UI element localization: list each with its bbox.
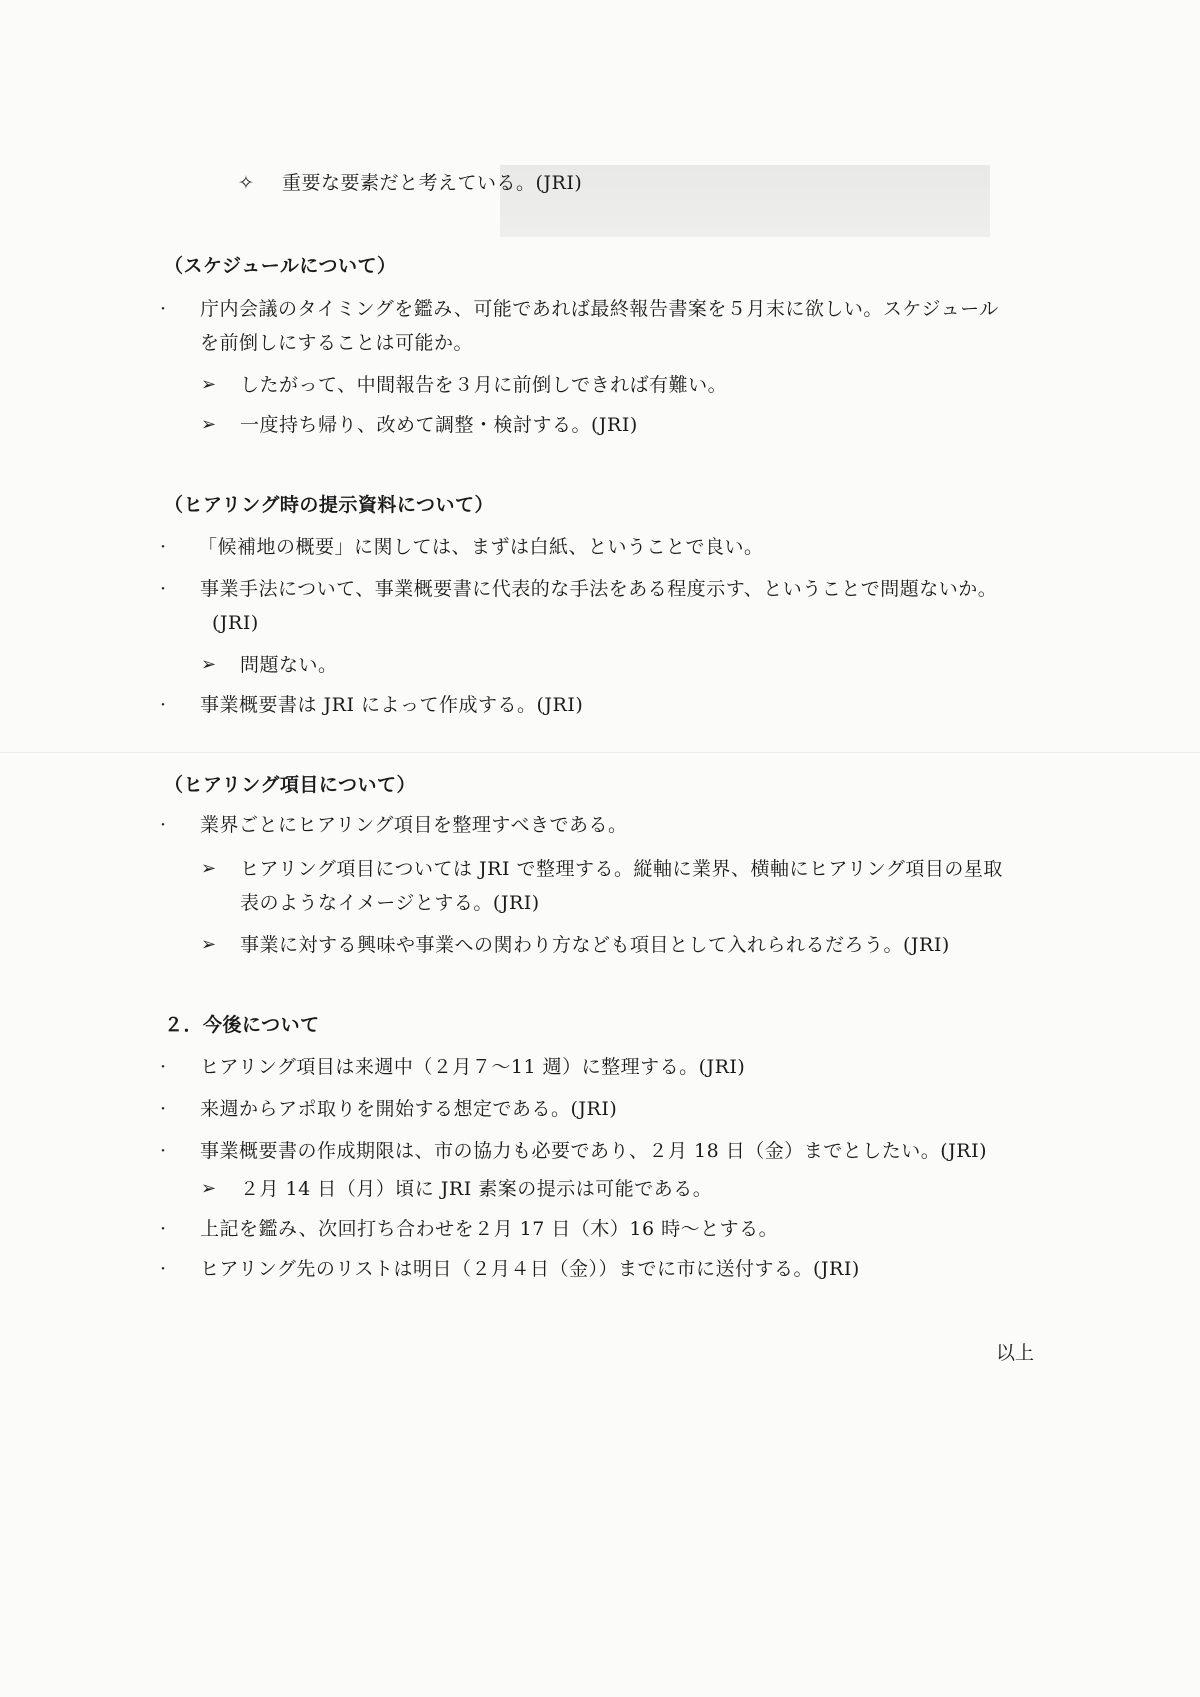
dot-bullet-icon: · — [160, 1098, 167, 1120]
future-sub-1: ２月 14 日（月）頃に JRI 素案の提示は可能である。 — [240, 1178, 713, 1200]
diamond-bullet-icon: ✧ — [238, 172, 254, 194]
materials-item-3: 事業概要書は JRI によって作成する。(JRI) — [200, 694, 584, 716]
closing-mark: 以上 — [996, 1342, 1035, 1364]
materials-item-1: 「候補地の概要」に関しては、まずは白紙、ということで良い。 — [198, 536, 764, 558]
arrow-bullet-icon: ➢ — [201, 934, 217, 955]
future-item-3: 事業概要書の作成期限は、市の協力も必要であり、２月 18 日（金）までとしたい。(JRI) — [200, 1140, 988, 1162]
dot-bullet-icon: · — [160, 1056, 167, 1078]
schedule-item-1-line-1: 庁内会議のタイミングを鑑み、可能であれば最終報告書案を５月末に欲しい。スケジュール — [200, 298, 999, 320]
section-heading-materials: （ヒアリング時の提示資料について） — [164, 494, 494, 516]
future-item-5: ヒアリング先のリストは明日（２月４日（金））までに市に送付する。(JRI) — [200, 1258, 860, 1280]
section-heading-schedule: （スケジュールについて） — [164, 255, 397, 277]
arrow-bullet-icon: ➢ — [201, 654, 217, 675]
scan-fold-line — [0, 752, 1200, 753]
materials-item-2-line-1: 事業手法について、事業概要書に代表的な手法をある程度示す、ということで問題ないか。 — [200, 578, 998, 600]
future-item-4: 上記を鑑み、次回打ち合わせを２月 17 日（木）16 時～とする。 — [200, 1218, 779, 1240]
schedule-item-1-line-2: を前倒しにすることは可能か。 — [200, 332, 474, 354]
future-item-1: ヒアリング項目は来週中（２月７～11 週）に整理する。(JRI) — [200, 1056, 746, 1078]
items-sub-1-line-2: 表のようなイメージとする。(JRI) — [240, 892, 540, 914]
future-item-2: 来週からアポ取りを開始する想定である。(JRI) — [200, 1098, 618, 1120]
items-sub-2: 事業に対する興味や事業への関わり方なども項目として入れられるだろう。(JRI) — [240, 934, 950, 956]
arrow-bullet-icon: ➢ — [201, 374, 217, 395]
materials-item-2-line-2: (JRI) — [212, 612, 259, 634]
schedule-sub-1: したがって、中間報告を３月に前倒しできれば有難い。 — [240, 374, 728, 396]
dot-bullet-icon: · — [160, 1218, 167, 1240]
dot-bullet-icon: · — [160, 298, 167, 320]
top-note: 重要な要素だと考えている。(JRI) — [282, 172, 583, 194]
dot-bullet-icon: · — [160, 694, 167, 716]
dot-bullet-icon: · — [160, 578, 167, 600]
dot-bullet-icon: · — [160, 1140, 167, 1162]
dot-bullet-icon: · — [160, 814, 167, 836]
arrow-bullet-icon: ➢ — [201, 414, 217, 435]
section-heading-future: ２．今後について — [164, 1014, 320, 1036]
dot-bullet-icon: · — [160, 1258, 167, 1280]
arrow-bullet-icon: ➢ — [201, 1178, 217, 1199]
items-sub-1-line-1: ヒアリング項目については JRI で整理する。縦軸に業界、横軸にヒアリング項目の星取 — [240, 858, 1003, 880]
items-item-1: 業界ごとにヒアリング項目を整理すべきである。 — [200, 814, 628, 836]
dot-bullet-icon: · — [160, 536, 167, 558]
schedule-sub-2: 一度持ち帰り、改めて調整・検討する。(JRI) — [240, 414, 638, 436]
arrow-bullet-icon: ➢ — [201, 858, 217, 879]
section-heading-items: （ヒアリング項目について） — [164, 774, 416, 796]
materials-sub-1: 問題ない。 — [240, 654, 338, 676]
